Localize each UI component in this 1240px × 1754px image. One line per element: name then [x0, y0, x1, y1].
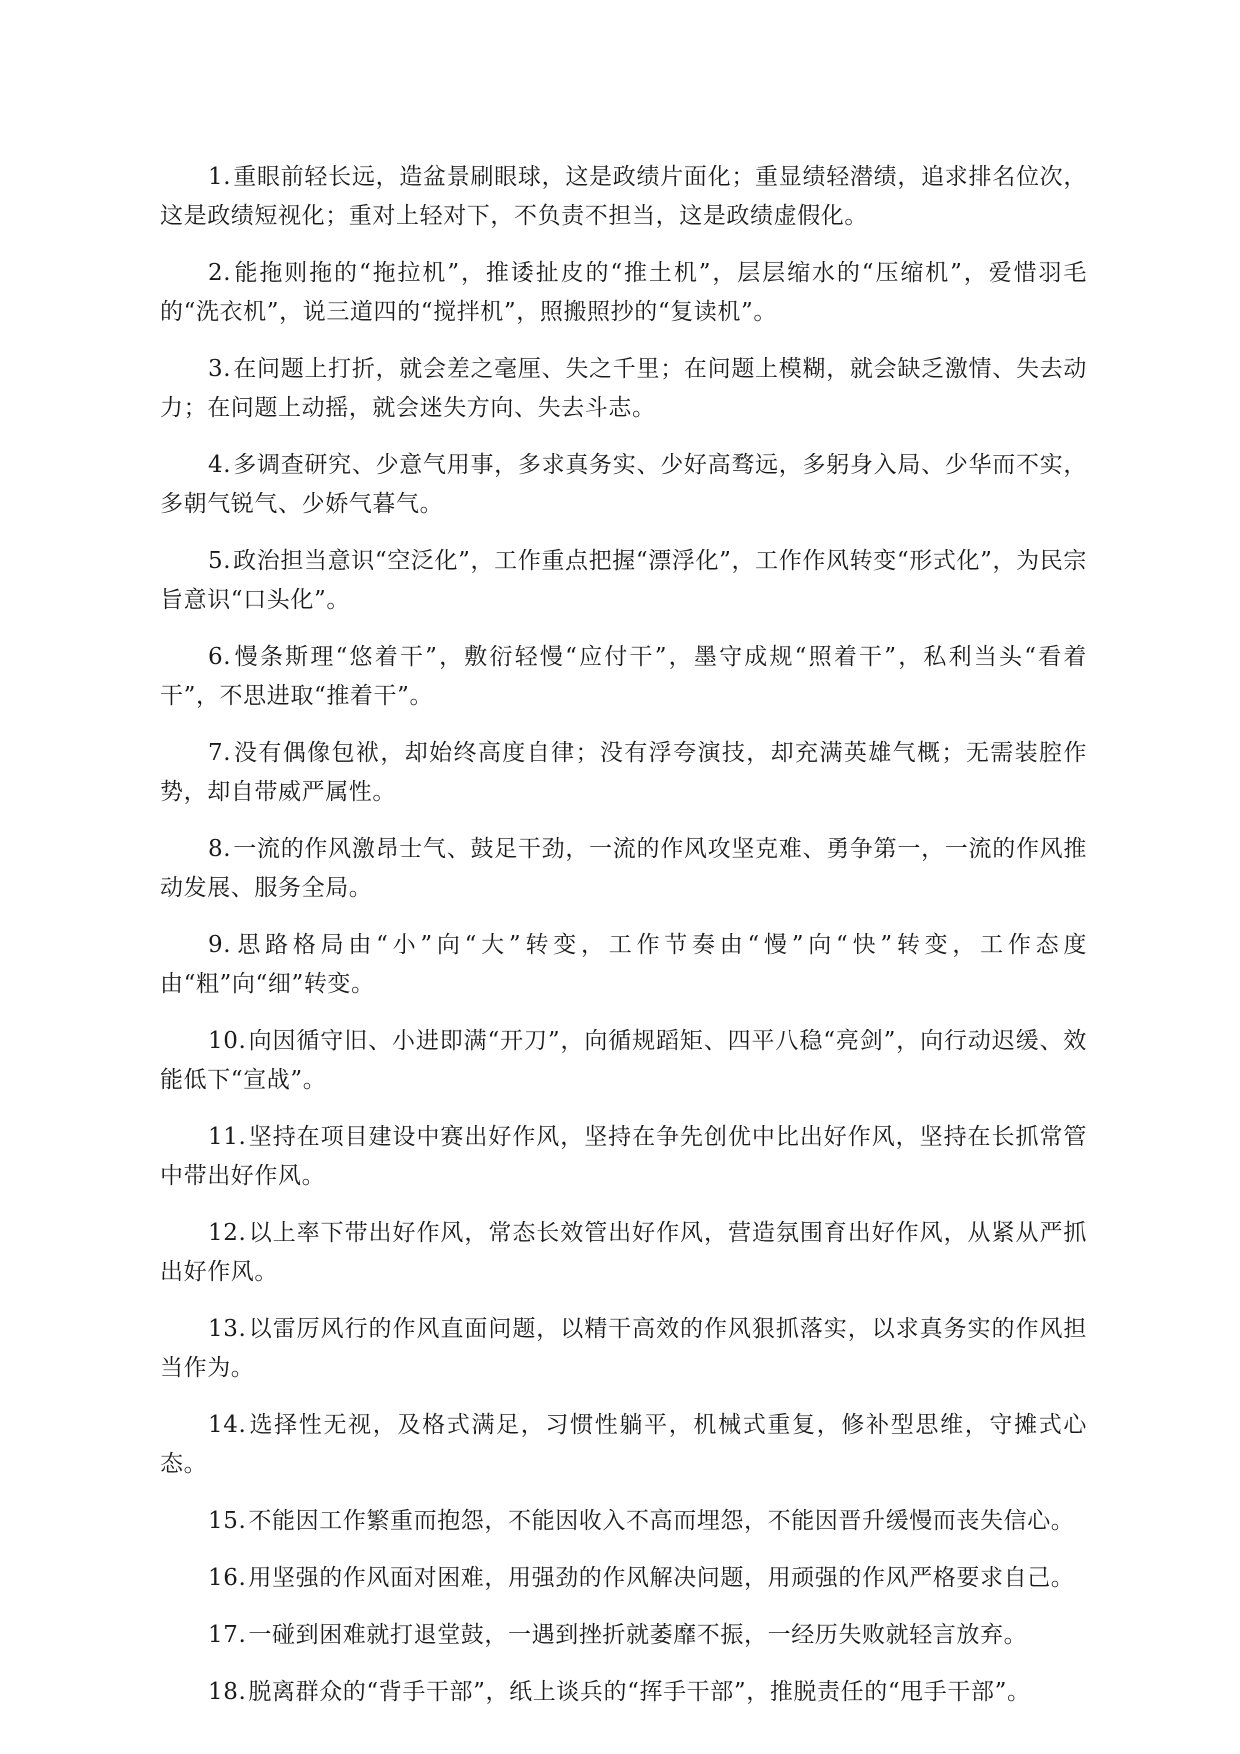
paragraph-12	[160, 1214, 1087, 1292]
paragraph-6	[160, 638, 1087, 716]
paragraph-number: 5.	[208, 548, 232, 574]
paragraph-text: 在问题上打折，就会差之毫厘、失之千里；在问题上模糊，就会缺乏激情、失去动力；在问题上动摇，就会迷失方向、失去斗志。	[160, 356, 1087, 421]
paragraph-number: 2.	[208, 260, 232, 286]
paragraph-10	[160, 1022, 1087, 1100]
paragraph-1	[160, 158, 1087, 236]
paragraph-number: 9.	[208, 932, 232, 958]
paragraph-number: 10.	[208, 1028, 247, 1054]
paragraph-text: 以上率下带出好作风，常态长效管出好作风，营造氛围育出好作风，从紧从严抓出好作风。	[160, 1220, 1087, 1285]
paragraph-number: 4.	[208, 452, 232, 478]
paragraph-number: 13.	[208, 1316, 247, 1342]
paragraph-3	[160, 350, 1087, 428]
paragraph-4	[160, 446, 1087, 524]
paragraph-9	[160, 926, 1087, 1004]
paragraph-number: 6.	[208, 644, 232, 670]
paragraph-text: 政治担当意识“空泛化”，工作重点把握“漂浮化”，工作作风转变“形式化”，为民宗旨意识“口头化”。	[160, 548, 1087, 613]
paragraph-15	[160, 1502, 1087, 1541]
paragraph-text: 选择性无视，及格式满足，习惯性躺平，机械式重复，修补型思维，守摊式心态。	[160, 1412, 1087, 1477]
paragraph-8	[160, 830, 1087, 908]
paragraph-text: 坚持在项目建设中赛出好作风，坚持在争先创优中比出好作风，坚持在长抓常管中带出好作风。	[160, 1124, 1087, 1189]
paragraph-13	[160, 1310, 1087, 1388]
paragraph-text: 重眼前轻长远，造盆景刷眼球，这是政绩片面化；重显绩轻潜绩，追求排名位次，这是政绩短视化；重对上轻对下，不负责不担当，这是政绩虚假化。	[160, 164, 1087, 229]
paragraph-14	[160, 1406, 1087, 1484]
paragraph-text: 一碰到困难就打退堂鼓，一遇到挫折就萎靡不振，一经历失败就轻言放弃。	[248, 1622, 1028, 1648]
paragraph-number: 16.	[208, 1565, 247, 1591]
paragraph-text: 慢条斯理“悠着干”，敷衍轻慢“应付干”，墨守成规“照着干”，私利当头“看着干”，不思进取“推着干”。	[160, 644, 1087, 709]
paragraph-number: 1.	[208, 164, 232, 190]
paragraph-text: 多调查研究、少意气用事，多求真务实、少好高骛远，多躬身入局、少华而不实，多朝气锐气、少娇气暮气。	[160, 452, 1087, 517]
paragraph-11	[160, 1118, 1087, 1196]
document-page	[160, 158, 1087, 1730]
paragraph-2	[160, 254, 1087, 332]
paragraph-text: 向因循守旧、小进即满“开刀”，向循规蹈矩、四平八稳“亮剑”，向行动迟缓、效能低下“宣战”。	[160, 1028, 1087, 1093]
paragraph-number: 14.	[208, 1412, 247, 1438]
paragraph-number: 17.	[208, 1622, 247, 1648]
paragraph-number: 7.	[208, 740, 232, 766]
paragraph-number: 12.	[208, 1220, 247, 1246]
paragraph-17	[160, 1616, 1087, 1655]
paragraph-text: 能拖则拖的“拖拉机”，推诿扯皮的“推土机”，层层缩水的“压缩机”，爱惜羽毛的“洗衣机”，说三道四的“搅拌机”，照搬照抄的“复读机”。	[160, 260, 1087, 325]
paragraph-number: 3.	[208, 356, 232, 382]
paragraph-text: 没有偶像包袱，却始终高度自律；没有浮夸演技，却充满英雄气概；无需装腔作势，却自带威严属性。	[160, 740, 1087, 805]
paragraph-text: 以雷厉风行的作风直面问题，以精干高效的作风狠抓落实，以求真务实的作风担当作为。	[160, 1316, 1087, 1381]
paragraph-16	[160, 1559, 1087, 1598]
paragraph-5	[160, 542, 1087, 620]
paragraph-18	[160, 1673, 1087, 1712]
paragraph-7	[160, 734, 1087, 812]
paragraph-number: 8.	[208, 836, 232, 862]
paragraph-text: 用坚强的作风面对困难，用强劲的作风解决问题，用顽强的作风严格要求自己。	[248, 1565, 1075, 1591]
paragraph-number: 18.	[208, 1679, 247, 1705]
paragraph-number: 15.	[208, 1508, 247, 1534]
paragraph-text: 思路格局由“小”向“大”转变，工作节奏由“慢”向“快”转变，工作态度由“粗”向“细”转变。	[160, 932, 1087, 997]
paragraph-text: 脱离群众的“背手干部”，纸上谈兵的“挥手干部”，推脱责任的“甩手干部”。	[248, 1679, 1031, 1705]
paragraph-text: 不能因工作繁重而抱怨，不能因收入不高而埋怨，不能因晋升缓慢而丧失信心。	[248, 1508, 1075, 1534]
paragraph-number: 11.	[208, 1124, 247, 1150]
paragraph-text: 一流的作风激昂士气、鼓足干劲，一流的作风攻坚克难、勇争第一，一流的作风推动发展、服务全局。	[160, 836, 1087, 901]
